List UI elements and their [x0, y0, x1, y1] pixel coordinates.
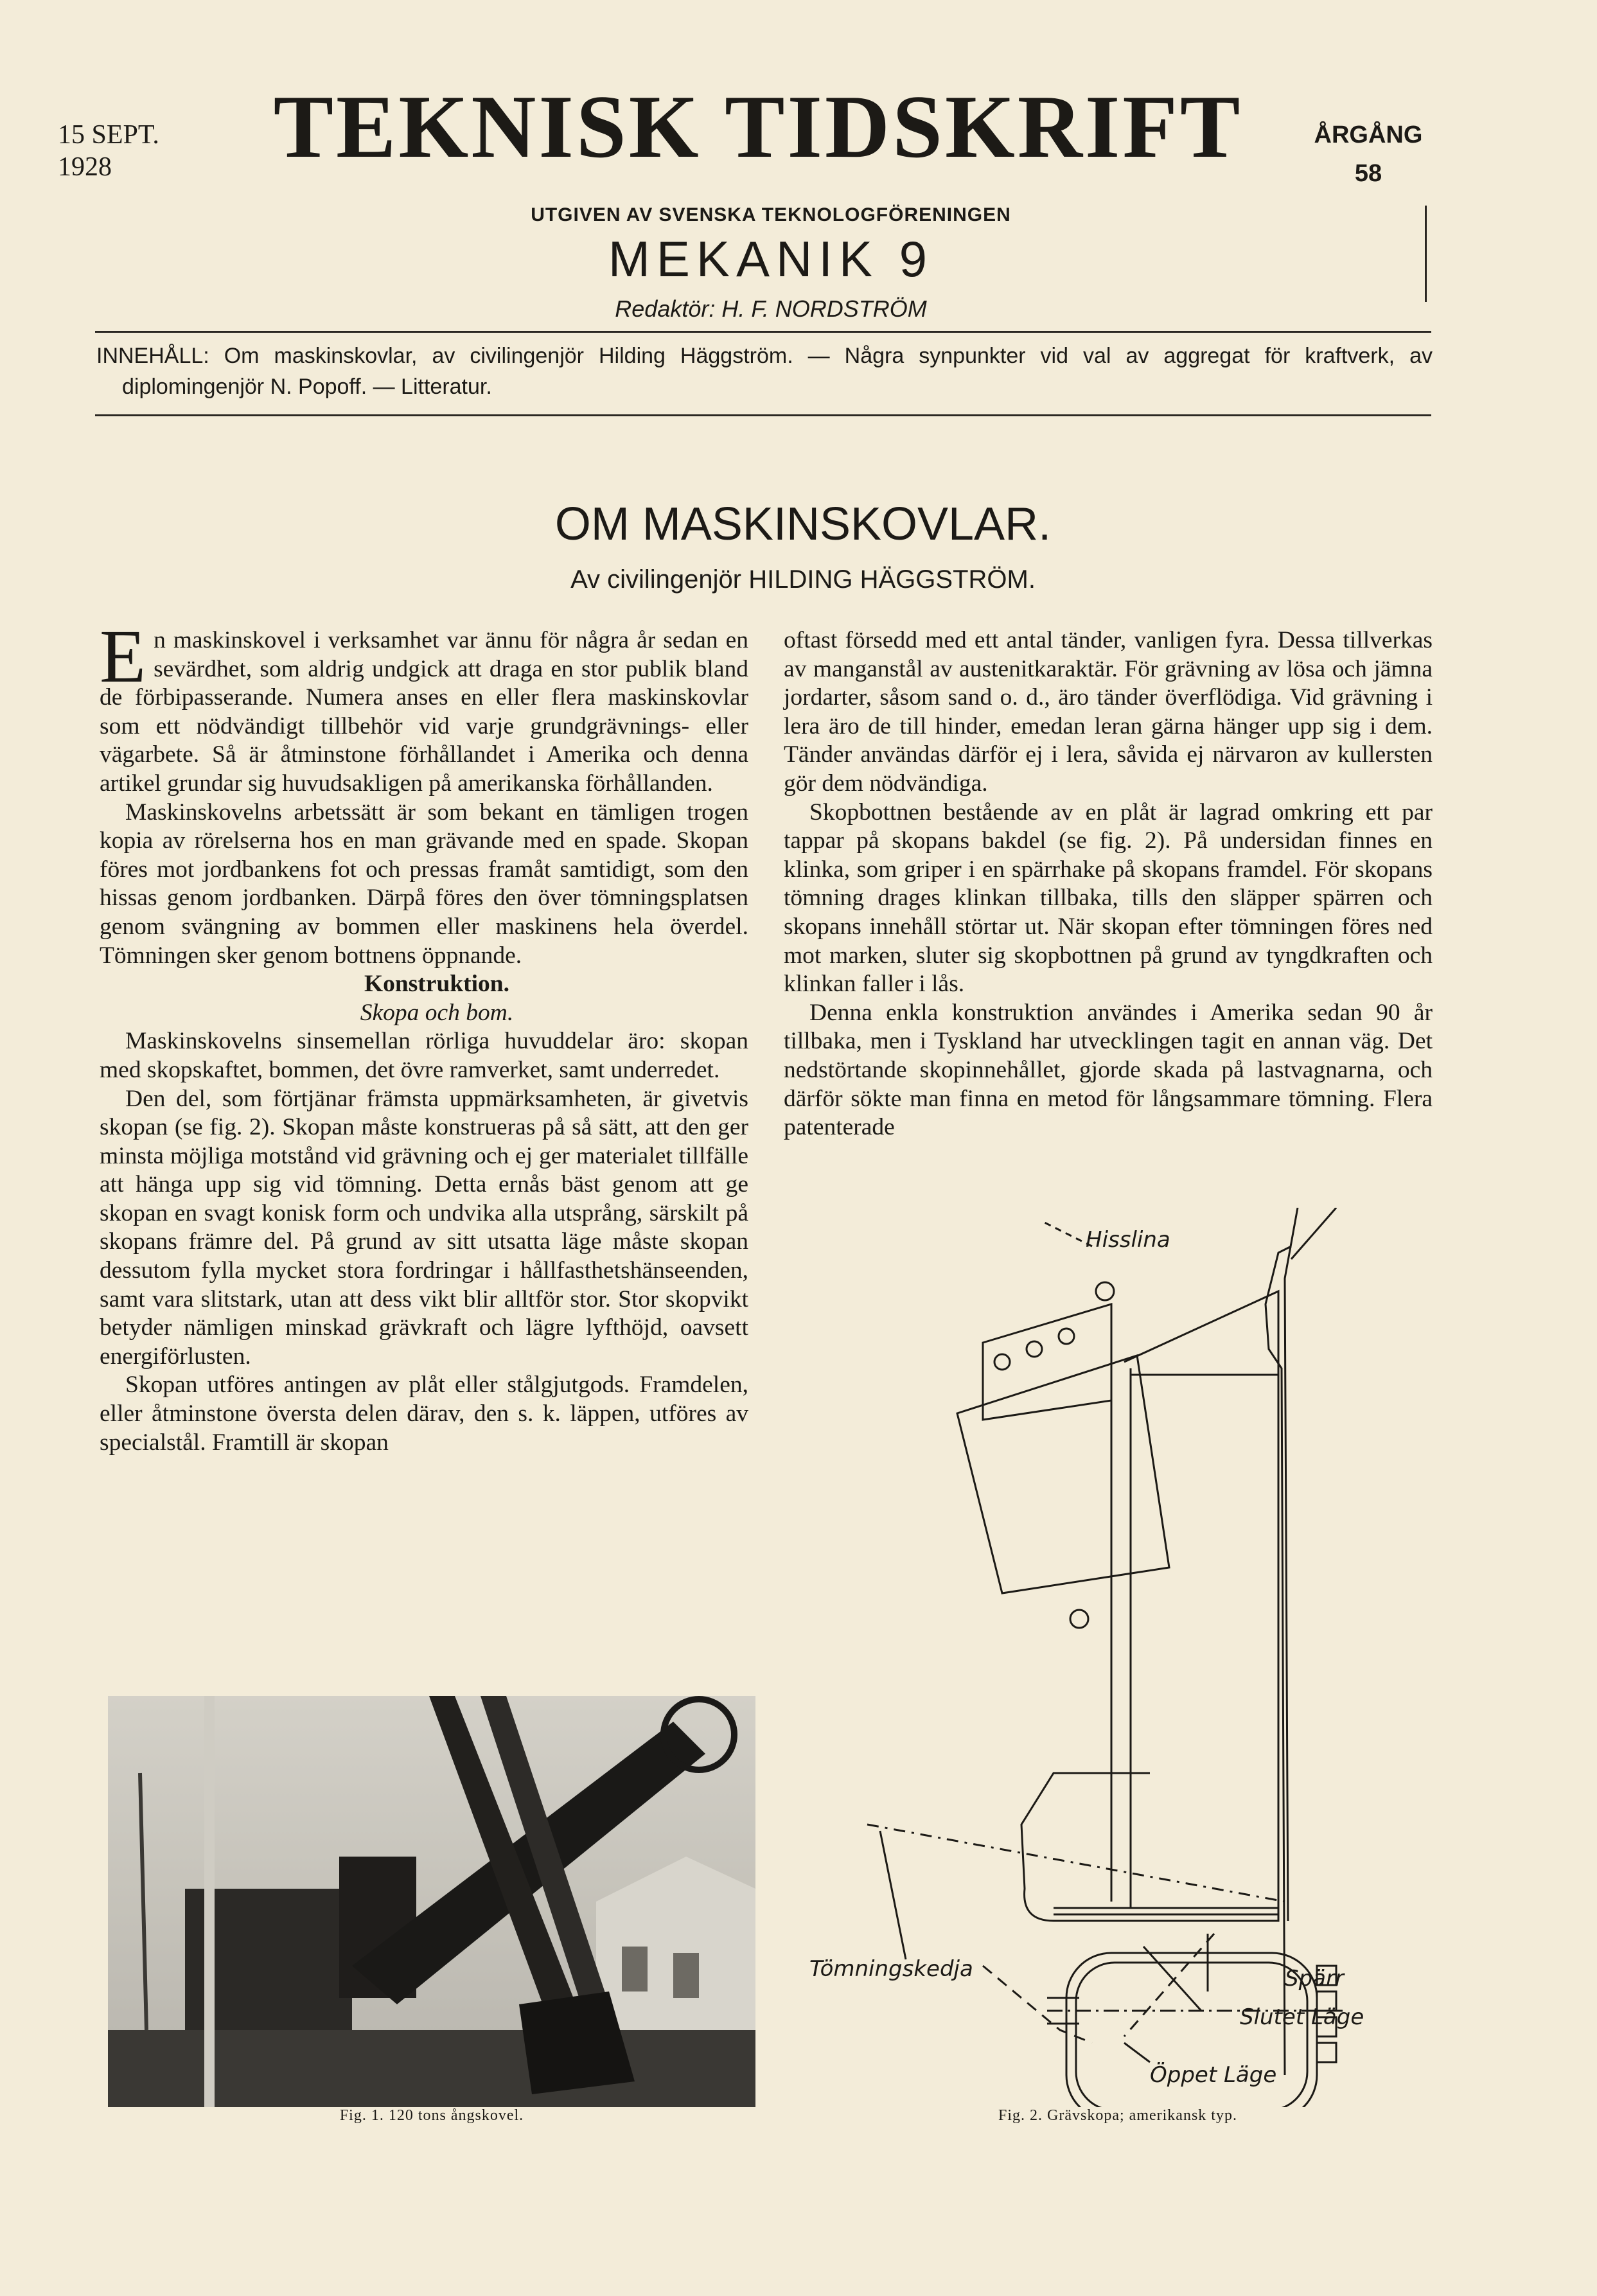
paragraph: Maskinskovelns arbetssätt är som bekant en tämligen trogen kopia av rörelserna hos en man grävande med en spade. Skopan föres mot jordbankens fot och pressas framåt samtidigt, som den hissas genom jordbanken. Därpå föres den över tömningsplatsen genom svängning av bommen eller maskinens hela överdel. Tömningen sker genom bottnens öppnande. [100, 799, 748, 969]
text-column-right [784, 626, 1433, 1142]
article-author: Av civilingenjör HILDING HÄGGSTRÖM. [570, 565, 1036, 594]
paragraph: Denna enkla konstruktion användes i Amerika sedan 90 år tillbaka, men i Tyskland har utvecklingen tagit en annan väg. Det nedstörtande skopinnehållet, gjorde skada på lastvagnarna, och därför sökte man finna en metod för långsammare tömning. Flera patenterade [784, 999, 1433, 1141]
toc-label: INNEHÅLL: [96, 344, 209, 368]
article-title: OM MASKINSKOVLAR. [554, 499, 1052, 550]
toc-text: Om maskinskovlar, av civilingenjör Hilding Häggström. — Några synpunkter vid val av aggregat för kraftverk, av diplomingenjör N. Popoff. — Litteratur. [122, 344, 1433, 399]
paragraph: En maskinskovel i verksamhet var ännu för några år sedan en sevärdhet, som aldrig undgick att draga en stor publik bland de förbipasserande. Numera anses en eller flera maskinskovlar som ett nödvändigt tillbehör vid varje grundgrävnings- eller vägarbete. Så är åtminstone förhållandet i Amerika och denna artikel grundar sig huvudsakligen på amerikanska förhållanden. [100, 614, 748, 797]
issue-date [58, 119, 238, 183]
issue-date-day: 15 SEPT. [58, 120, 159, 150]
toc-bottom-rule [95, 414, 1431, 416]
publisher-line: UTGIVEN AV SVENSKA TEKNOLOGFÖRENINGEN [531, 204, 1011, 225]
section-heading: Konstruktion. [364, 971, 510, 998]
label-sparr: Spärr [1285, 1966, 1344, 1991]
paragraph: Maskinskovelns sinsemellan rörliga huvuddelar äro: skopan med skopskaftet, bommen, det övre ramverket, samt underredet. [100, 1028, 748, 1083]
figure-2-drawing [790, 1208, 1445, 2107]
issue-date-year: 1928 [58, 152, 112, 182]
paragraph: Skopan utföres antingen av plåt eller stålgjutgods. Framdelen, eller åtminstone översta delen därav, den s. k. läppen, utföres av specialstål. Framtill är skopan [100, 1372, 748, 1456]
volume-number: 58 [1354, 160, 1382, 187]
drop-cap: E [100, 614, 146, 698]
paragraph: Den del, som förtjänar främsta uppmärksamheten, är givetvis skopan (se fig. 2). Skopan måste konstrueras på så sätt, att den ger minsta möjliga motstånd vid grävning och ej ger materialet tillfälle att hänga upp sig vid tömning. Detta ernås bäst genom att ge skopan en svagt konisk form och undvika alla utsprång, särskilt på skopans främre del. På grund av sitt utsatta läge måste skopan dessutom fylla mycket stora fordringar i hållfasthetshänseenden, samt vara slitstark, utan att dess vikt blir alltför stor. Stor skopvikt betyder nämligen minskad grävkraft och lägre lyfthöjd, oavsett energiförlusten. [100, 1085, 748, 1370]
figure-1-caption: Fig. 1. 120 tons ångskovel. [339, 2107, 524, 2124]
figure-2-caption: Fig. 2. Grävskopa; amerikansk typ. [998, 2107, 1237, 2124]
volume-label: ÅRGÅNG [1314, 121, 1423, 148]
label-slutet-lage: Slutet Läge [1240, 2004, 1364, 2030]
table-of-contents [96, 340, 1433, 402]
text-column-left [100, 614, 748, 1457]
label-oppet-lage: Öppet Läge [1150, 2062, 1277, 2088]
paragraph: oftast försedd med ett antal tänder, vanligen fyra. Dessa tillverkas av manganstål av austenitkaraktär. För grävning av lösa och jämna jordarter, såsom sand o. d., äro tänder överflödiga. Vid grävning i lera äro de till hinder, emedan leran gärna hänger upp sig i dem. Tänder användas därför ej i lera, såvida ej närvaron av kullersten gör dem nödvändiga. [784, 627, 1433, 797]
masthead-title: TEKNISK TIDSKRIFT [273, 77, 1243, 177]
toc-top-rule [95, 331, 1431, 333]
label-hisslina: Hisslina [1086, 1227, 1170, 1253]
label-tomningskedja: Tömningskedja [809, 1956, 973, 1982]
section-title: MEKANIK 9 [608, 231, 934, 287]
section-subheading: Skopa och bom. [360, 999, 514, 1026]
editor-line: Redaktör: H. F. NORDSTRÖM [615, 296, 927, 322]
steam-shovel-illustration [108, 1696, 755, 2107]
volume-info [1285, 116, 1452, 193]
photo-steam-shovel [108, 1696, 755, 2107]
header-divider [1425, 206, 1427, 302]
paragraph: Skopbottnen bestående av en plåt är lagrad omkring ett par tappar på skopans bakdel (se fig. 2). På undersidan finnes en klinka, som griper i en spärrhake på skopans framdel. För skopans tömning drages klinkan tillbaka, tills den släpper spärren och skopans innehåll störtar ut. När skopan efter tömningen föres ned mot marken, sluter sig skopbottnen på grund av tyngdkraften och klinkan faller i lås. [784, 799, 1433, 998]
